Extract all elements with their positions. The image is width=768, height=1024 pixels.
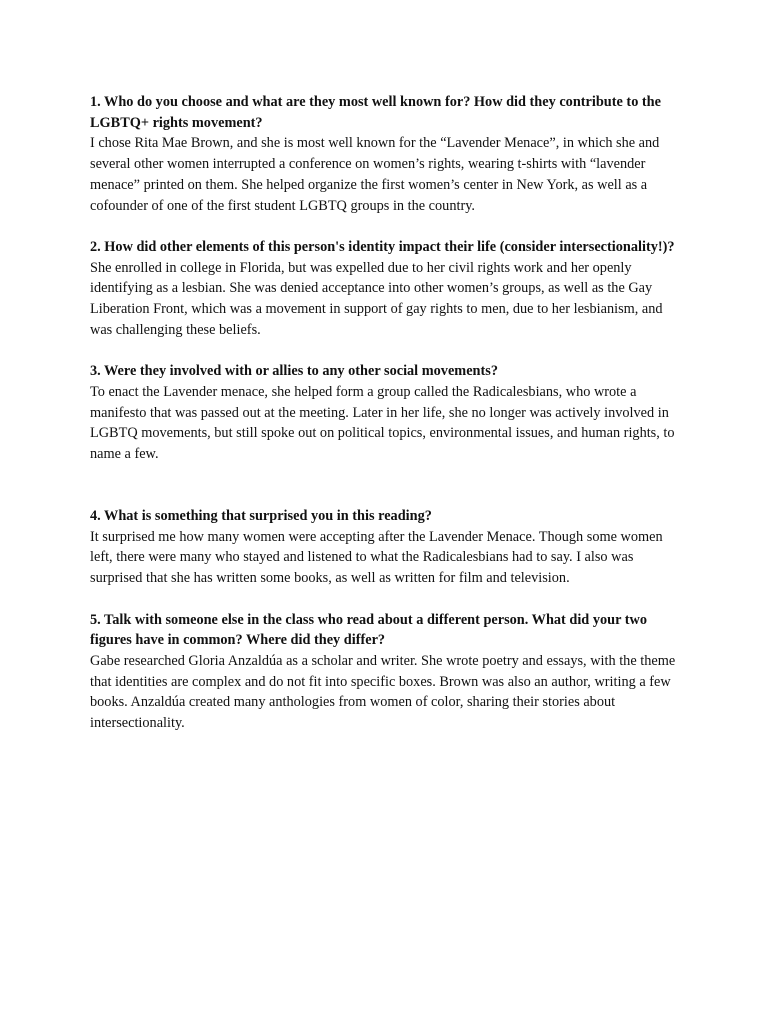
document-page xyxy=(90,92,685,754)
answer-4: It surprised me how many women were accepting after the Lavender Menace. Though some women left, there were many who stayed and listened to what the Radicalesbians had to say. I also was surprised that she has written some books, as well as written for film and television. xyxy=(90,528,663,587)
question-2: 2. How did other elements of this person's identity impact their life (consider intersectionality!)? xyxy=(90,238,675,255)
answer-1: I chose Rita Mae Brown, and she is most well known for the “Lavender Menace”, in which she and several other women interrupted a conference on women’s rights, wearing t-shirts with “lavender menace” printed on them. She helped organize the first women’s center in New York, as well as a cofounder of one of the first student LGBTQ groups in the country. xyxy=(90,135,660,214)
question-3: 3. Were they involved with or allies to any other social movements? xyxy=(90,363,498,380)
qa-section-1 xyxy=(90,92,685,216)
answer-5: Gabe researched Gloria Anzaldúa as a scholar and writer. She wrote poetry and essays, with the theme that identities are complex and do not fit into specific boxes. Brown was also an author, writing a few books. Anzaldúa created many anthologies from women of color, sharing their stories about intersectionality. xyxy=(90,652,676,732)
qa-section-2 xyxy=(90,237,685,341)
qa-section-4 xyxy=(90,506,685,589)
qa-section-3 xyxy=(90,361,685,465)
qa-section-5 xyxy=(90,610,685,734)
question-1: 1. Who do you choose and what are they most well known for? How did they contribute to the LGBTQ+ rights movement? xyxy=(90,94,661,131)
question-5: 5. Talk with someone else in the class who read about a different person. What did your two figures have in common? Where did they differ? xyxy=(90,611,647,649)
answer-2: She enrolled in college in Florida, but was expelled due to her civil rights work and her openly identifying as a lesbian. She was denied acceptance into other women’s groups, as well as the Gay Liberation Front, which was a movement in support of gay rights to men, due to her lesbianism, and was challenging these beliefs. xyxy=(90,259,663,338)
answer-3: To enact the Lavender menace, she helped form a group called the Radicalesbians, who wrote a manifesto that was passed out at the meeting. Later in her life, she no longer was actively involved in LGBTQ movements, but still spoke out on political topics, environmental issues, and human rights, to name a few. xyxy=(90,383,675,462)
question-4: 4. What is something that surprised you in this reading? xyxy=(90,508,432,525)
